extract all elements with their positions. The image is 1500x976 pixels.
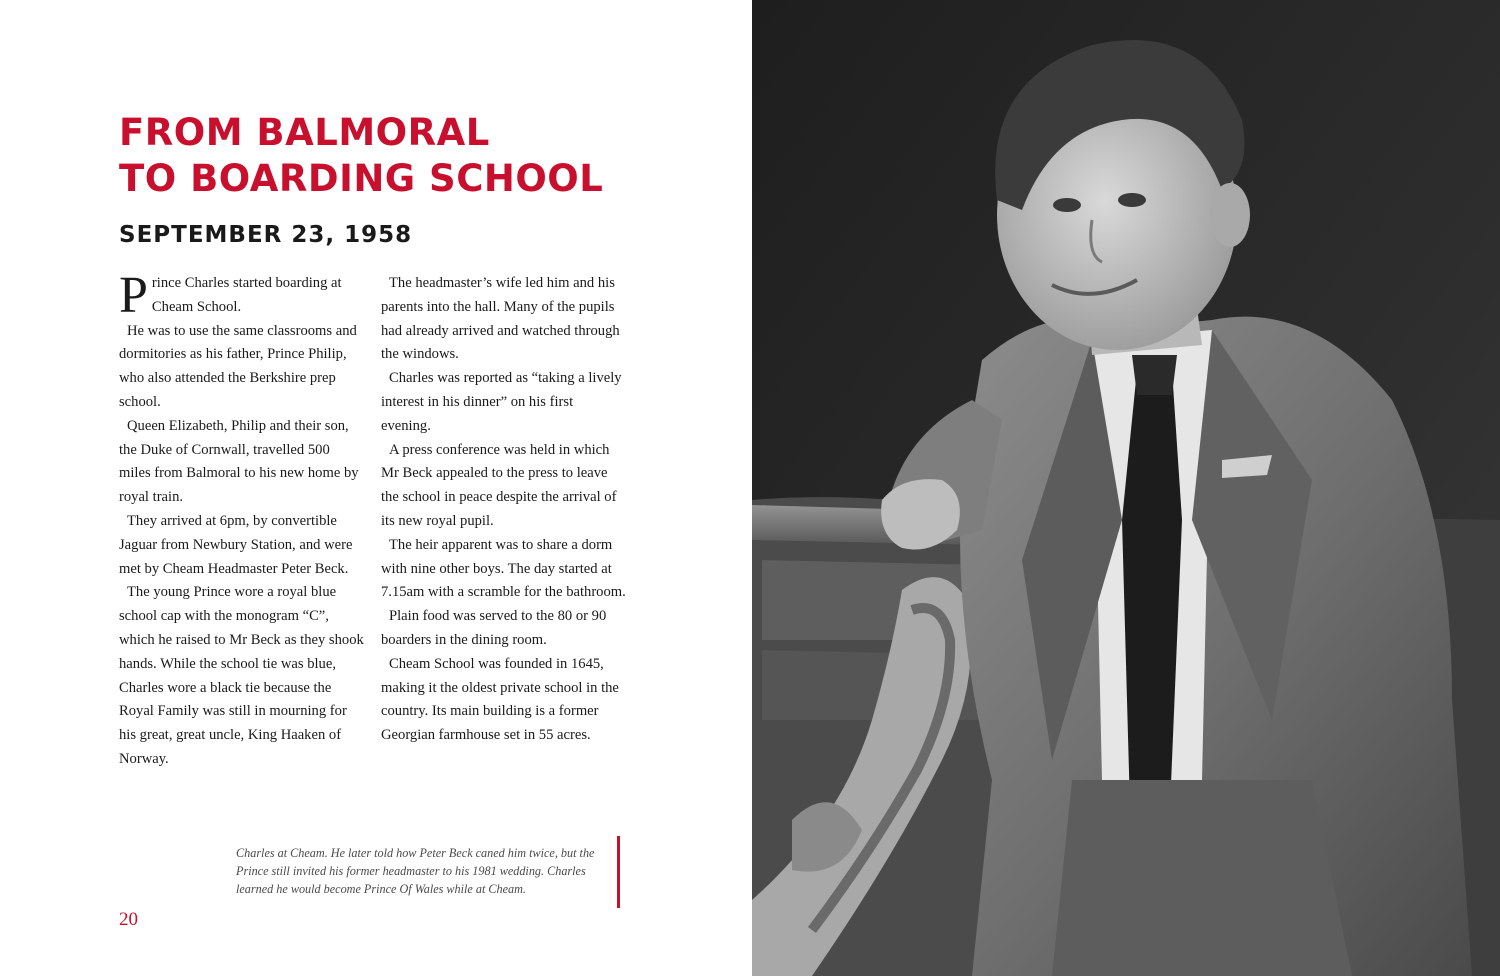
photo-caption: Charles at Cheam. He later told how Peter Beck caned him twice, but the Prince still invited his former headmaster to his 1981 wedding. Charles learned he would become Prince Of Wales while at Cheam. xyxy=(236,846,595,896)
article-title xyxy=(119,110,603,202)
text-column-2 xyxy=(381,272,626,748)
title-line-1: FROM BALMORAL xyxy=(119,111,490,154)
paragraph-text: rince Charles started boarding at Cheam School. xyxy=(151,275,342,315)
portrait-illustration xyxy=(752,0,1500,976)
portrait-photo xyxy=(752,0,1500,976)
paragraph: Plain food was served to the 80 or 90 boarders in the dining room. xyxy=(381,608,607,648)
paragraph: Charles was reported as “taking a lively interest in his dinner” on his first evening. xyxy=(381,370,622,434)
paragraph: Cheam School was founded in 1645, making it the oldest private school in the country. Its main building is a former Georgian farmhouse set in 55 acres. xyxy=(381,655,619,744)
paragraph: They arrived at 6pm, by convertible Jaguar from Newbury Station, and were met by Cheam Headmaster Peter Beck. xyxy=(119,512,353,577)
article-date: SEPTEMBER 23, 1958 xyxy=(119,222,413,248)
paragraph xyxy=(119,267,364,324)
paragraph: The heir apparent was to share a dorm with nine other boys. The day started at 7.15am with a scramble for the bathroom. xyxy=(381,536,626,601)
page-number: 20 xyxy=(119,909,138,930)
text-column-1 xyxy=(119,267,364,772)
paragraph: The young Prince wore a royal blue school cap with the monogram “C”, which he raised to Mr Beck as they shook hands. While the school tie was blue, Charles wore a black tie because the Royal Family was still in mourning for his great, great uncle, King Haaken of Norway. xyxy=(119,584,364,767)
title-line-2: TO BOARDING SCHOOL xyxy=(119,157,604,200)
caption-accent-rule xyxy=(617,836,620,908)
paragraph: He was to use the same classrooms and dormitories as his father, Prince Philip, who also attended the Berkshire prep school. xyxy=(119,322,357,410)
paragraph: Queen Elizabeth, Philip and their son, the Duke of Cornwall, travelled 500 miles from Balmoral to his new home by royal train. xyxy=(119,417,359,506)
paragraph: A press conference was held in which Mr Beck appealed to the press to leave the school in peace despite the arrival of its new royal pupil. xyxy=(381,441,617,529)
drop-cap: P xyxy=(119,267,148,324)
paragraph: The headmaster’s wife led him and his parents into the hall. Many of the pupils had already arrived and watched through the windows. xyxy=(381,275,620,363)
